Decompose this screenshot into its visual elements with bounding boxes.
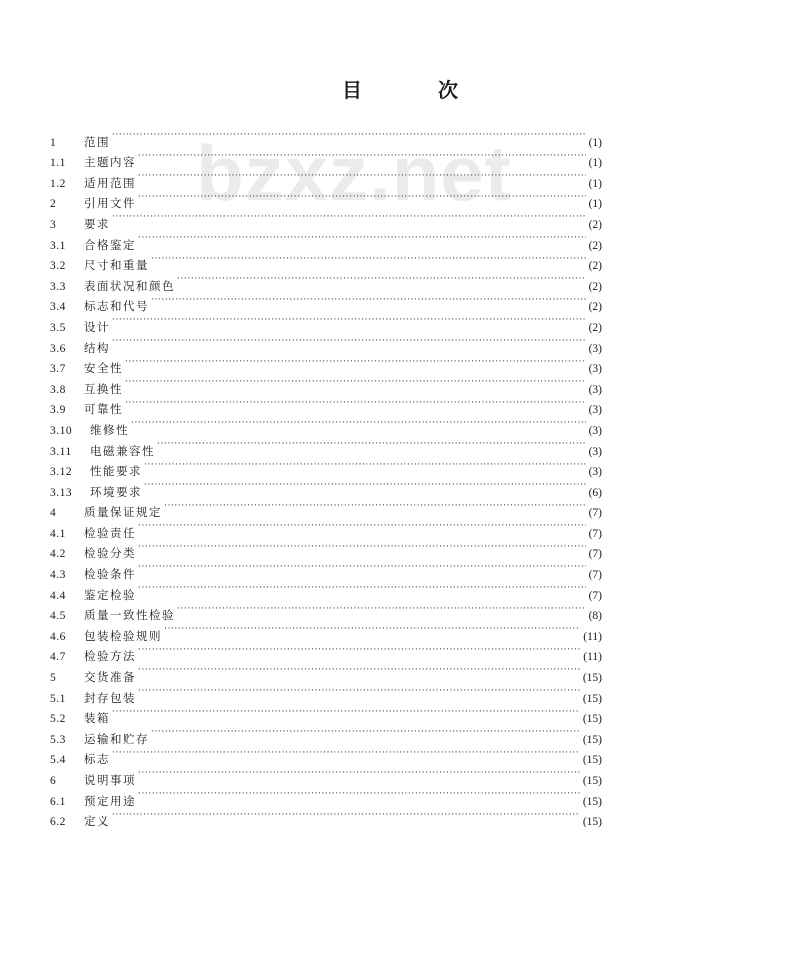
toc-entry-page: (1) [588,198,602,211]
toc-entry-page: (6) [588,486,602,499]
toc-leader-dots [164,496,586,517]
toc-entry-label: 标志 [84,752,110,767]
toc-entry [50,125,602,149]
toc-entry-label: 检验责任 [84,525,136,540]
toc-entry-number: 3.4 [50,301,66,314]
toc-entry [50,310,602,334]
toc-entry [50,146,602,170]
toc-entry-page: (15) [582,672,602,685]
toc-entry-page: (7) [588,527,602,540]
toc-entry [50,207,602,231]
toc-entry-page: (3) [588,466,602,479]
toc-entry-label: 适用范围 [84,175,136,190]
toc-entry-label: 范围 [84,134,110,149]
toc-entry-page: (11) [583,630,602,643]
toc-entry-label: 质量保证规定 [84,505,162,520]
toc-entry-number: 3.10 [50,424,73,437]
toc-leader-dots [177,599,586,620]
toc-leader-dots [112,125,586,146]
toc-entry [50,702,602,726]
toc-entry-page: (11) [583,651,602,664]
toc-leader-dots [138,166,586,187]
toc-entry-number: 5.4 [50,754,66,767]
toc-leader-dots [138,784,580,805]
toc-entry-number: 4.1 [50,527,66,540]
toc-entry-page: (1) [588,136,602,149]
toc-leader-dots [157,434,586,455]
toc-leader-dots [151,722,580,743]
toc-entry-number: 3.2 [50,260,66,273]
toc-entry-label: 交货准备 [84,670,136,685]
toc-entry-label: 标志和代号 [84,299,149,314]
toc-entry-number: 3.12 [50,466,73,479]
toc-entry-page: (8) [588,610,602,623]
toc-entry [50,228,602,252]
toc-entry [50,763,602,787]
toc-leader-dots [112,331,586,352]
toc-entry-label: 表面状况和颜色 [84,278,175,293]
toc-entry-number: 5.2 [50,713,66,726]
toc-entry-page: (15) [582,775,602,787]
toc-entry-label: 引用文件 [84,196,136,211]
toc-entry-page: (15) [582,816,602,829]
toc-entry-number: 2 [50,198,57,211]
toc-entry-page: (15) [582,733,602,746]
toc-leader-dots [125,352,586,373]
toc-entry-page: (7) [588,589,602,602]
toc-leader-dots [112,743,580,764]
toc-entry-label: 要求 [84,216,110,231]
toc-entry-number: 1.1 [50,157,66,170]
toc-entry-label: 包装检验规则 [84,628,162,643]
toc-entry-label: 互换性 [84,381,123,396]
toc-entry-number: 1.2 [50,177,66,190]
watermark: bzxz.net [196,129,512,217]
toc-leader-dots [164,619,580,640]
page-title [0,74,800,103]
toc-entry-label: 安全性 [84,361,123,376]
toc-entry-number: 4.7 [50,651,66,664]
toc-entry-page: (3) [588,424,602,437]
toc-entry-number: 5.3 [50,733,66,746]
toc-entry-number: 4.4 [50,589,66,602]
toc-entry-number: 4.2 [50,548,66,561]
toc-leader-dots [138,578,586,599]
toc-entry-page: (2) [588,239,602,252]
toc-entry-page: (1) [588,157,602,170]
toc-entry-label: 合格鉴定 [84,237,136,252]
toc-entry-page: (3) [588,445,602,458]
toc-entry-number: 6.2 [50,816,66,829]
toc-leader-dots [112,310,586,331]
toc-leader-dots [138,660,580,681]
toc-leader-dots [138,763,580,784]
toc-entry-number: 6.1 [50,795,66,808]
toc-entry-page: (15) [582,713,602,726]
toc-entry-label: 结构 [84,340,110,355]
toc-leader-dots [138,640,580,661]
toc-leader-dots [151,249,586,270]
toc-entry-label: 设计 [84,319,110,334]
toc-entry-page: (2) [588,321,602,334]
toc-entry-label: 定义 [84,814,110,829]
toc-entry-number: 4.6 [50,630,66,643]
toc-leader-dots [151,290,586,311]
toc-entry [50,352,602,376]
toc-leader-dots [177,269,586,290]
toc-leader-dots [138,146,586,167]
toc-entry-number: 1 [50,136,57,149]
toc-entry-label: 检验条件 [84,567,136,582]
toc-leader-dots [138,537,586,558]
toc-entry-label: 鉴定检验 [84,587,136,602]
toc-entry-page: (3) [588,404,602,417]
toc-entry-number: 3 [50,218,57,231]
table-of-contents [50,125,602,829]
toc-entry-page: (2) [588,301,602,314]
toc-entry-label: 质量一致性检验 [84,608,175,623]
toc-entry-page: (3) [588,383,602,396]
toc-entry-label: 封存包装 [84,690,136,705]
toc-entry [50,372,602,396]
toc-leader-dots [125,372,586,393]
toc-leader-dots [144,475,586,496]
toc-leader-dots [138,557,586,578]
toc-leader-dots [131,413,586,434]
toc-entry-number: 4.3 [50,569,66,582]
toc-entry-number: 4.5 [50,610,66,623]
page-title-text: 目次 [342,78,534,102]
toc-entry-label: 环境要求 [90,484,142,499]
toc-entry-number: 4 [50,507,57,520]
toc-entry-number: 6 [50,775,57,787]
toc-entry-page: (15) [582,795,602,808]
toc-entry-number: 3.7 [50,363,66,376]
toc-entry-label: 性能要求 [90,464,142,479]
toc-entry [50,743,602,767]
toc-leader-dots [138,516,586,537]
toc-entry [50,413,602,437]
toc-entry-label: 电磁兼容性 [90,443,155,458]
toc-entry-number: 3.1 [50,239,66,252]
toc-entry-label: 预定用途 [84,793,136,808]
toc-entry-page: (7) [588,569,602,582]
toc-leader-dots [112,702,580,723]
toc-leader-dots [138,187,586,208]
toc-entry-page: (7) [588,548,602,561]
toc-entry-page: (1) [588,177,602,190]
toc-entry-number: 5.1 [50,692,66,705]
toc-entry-label: 可靠性 [84,402,123,417]
toc-entry-label: 运输和贮存 [84,731,149,746]
toc-leader-dots [125,393,586,414]
toc-entry-page: (15) [582,692,602,705]
toc-entry [50,805,602,829]
toc-leader-dots [144,455,586,476]
toc-leader-dots [112,207,586,228]
toc-entry-number: 5 [50,672,57,685]
toc-leader-dots [138,681,580,702]
toc-entry-number: 3.6 [50,342,66,355]
toc-entry [50,722,602,746]
toc-entry-page: (3) [588,363,602,376]
toc-entry-number: 3.5 [50,321,66,334]
toc-entry-page: (15) [582,754,602,767]
toc-entry-number: 3.8 [50,383,66,396]
toc-entry-page: (2) [588,260,602,273]
toc-entry [50,331,602,355]
toc-entry-label: 尺寸和重量 [84,258,149,273]
toc-leader-dots [112,805,580,826]
toc-entry-number: 3.3 [50,280,66,293]
toc-entry-number: 3.13 [50,486,73,499]
toc-entry-number: 3.11 [50,445,72,458]
toc-entry-label: 主题内容 [84,155,136,170]
toc-entry-page: (3) [588,342,602,355]
toc-entry-number: 3.9 [50,404,66,417]
toc-entry-page: (7) [588,507,602,520]
toc-entry-page: (2) [588,218,602,231]
toc-entry-label: 说明事项 [84,773,136,787]
toc-entry-label: 维修性 [90,422,129,437]
toc-entry-page: (2) [588,280,602,293]
toc-leader-dots [138,228,586,249]
toc-entry [50,434,602,458]
toc-entry-label: 装箱 [84,711,110,726]
toc-entry [50,393,602,417]
toc-entry-label: 检验分类 [84,546,136,561]
toc-entry-label: 检验方法 [84,649,136,664]
